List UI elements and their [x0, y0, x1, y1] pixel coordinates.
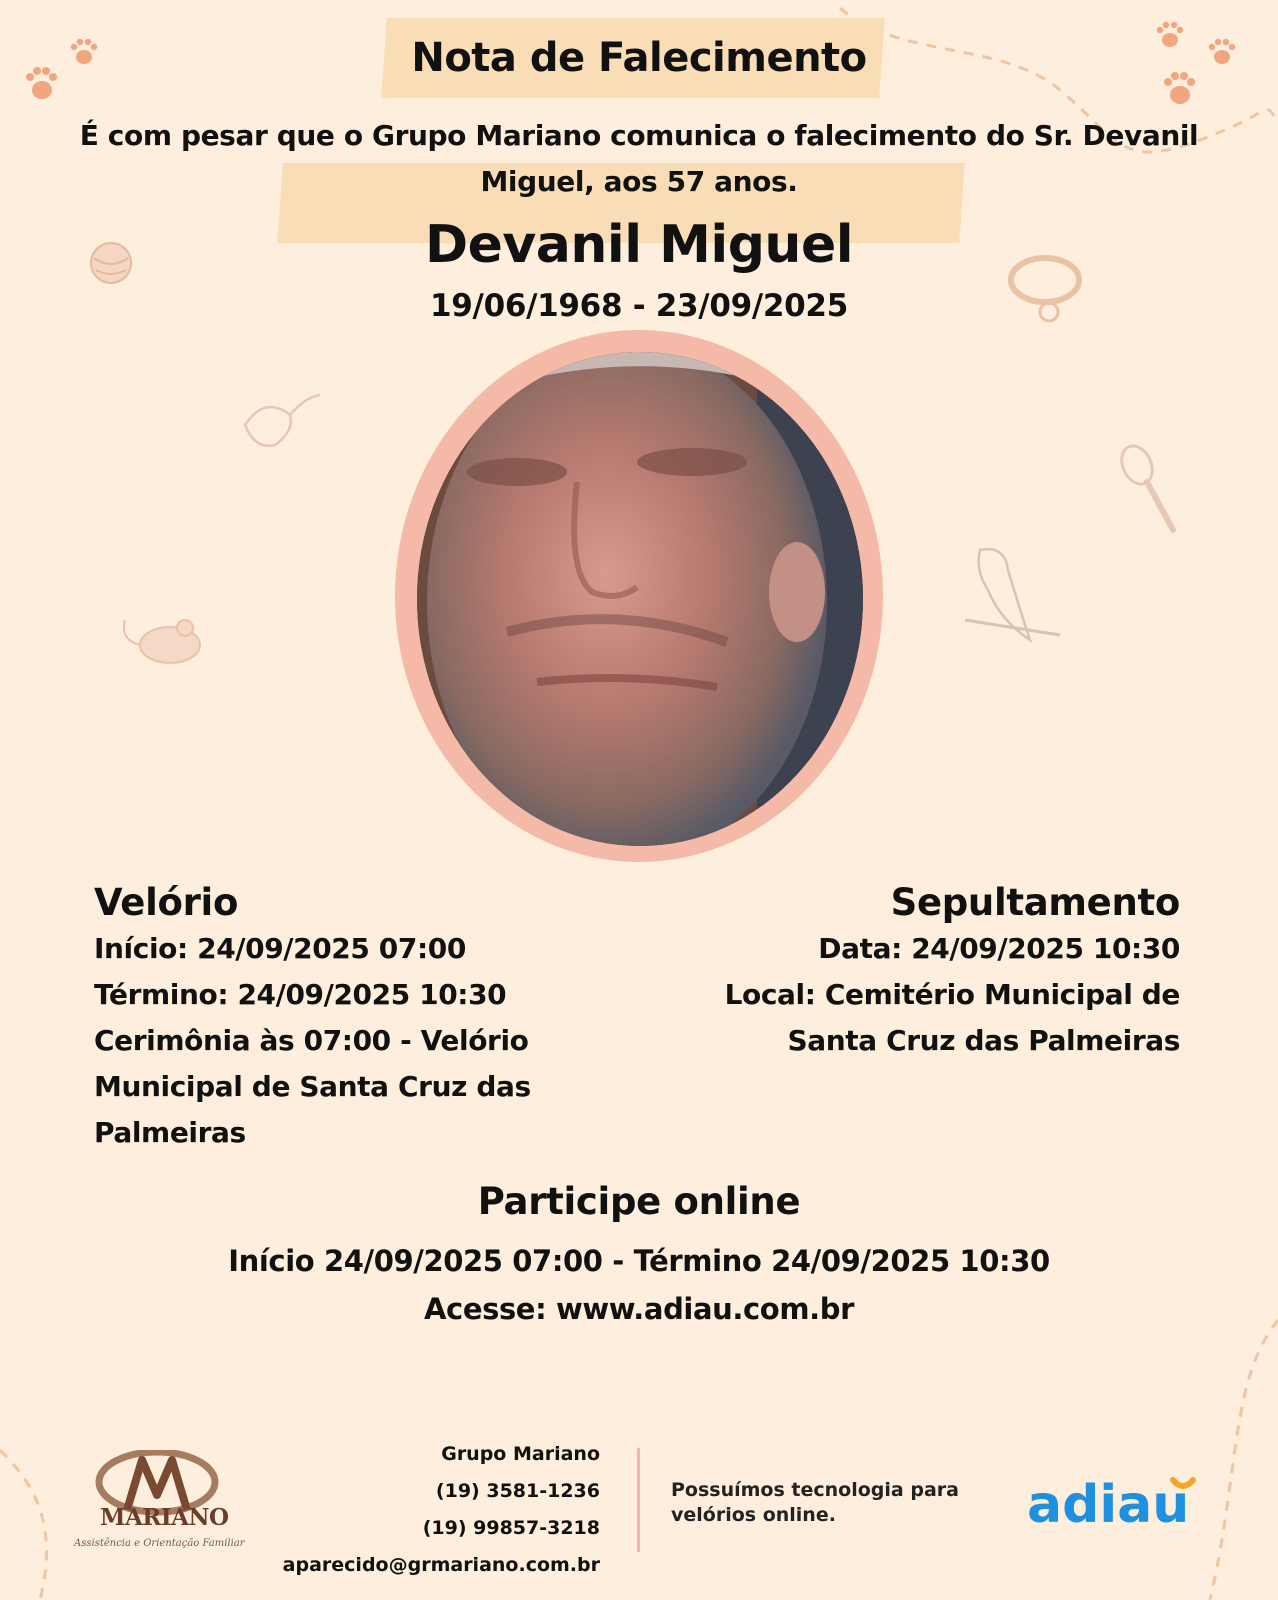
fish-icon	[235, 385, 325, 465]
company-name: Grupo Mariano	[441, 1443, 600, 1465]
contact-block	[200, 1436, 600, 1584]
intro-line: É com pesar que o Grupo Mariano comunica o falecimento do Sr. Devanil	[79, 119, 1199, 152]
footer-divider	[637, 1448, 640, 1552]
tagline-line: velórios online.	[671, 1504, 836, 1526]
adiau-logo	[1025, 1470, 1215, 1544]
velorio-section	[94, 880, 574, 1156]
mariano-logo-subtitle: Assistência e Orientação Familiar	[74, 1538, 245, 1549]
online-title: Participe online	[477, 1180, 801, 1223]
sepultamento-date: Data: 24/09/2025 10:30	[818, 932, 1180, 965]
intro-line: Miguel, aos 57 anos.	[480, 165, 798, 198]
online-schedule: Início 24/09/2025 07:00 - Término 24/09/2025 10:30	[228, 1244, 1050, 1278]
svg-text:adiau: adiau	[1027, 1475, 1190, 1535]
deceased-name: Devanil Miguel	[424, 215, 854, 275]
velorio-title: Velório	[94, 881, 239, 924]
velorio-end: Término: 24/09/2025 10:30	[94, 978, 507, 1011]
page-title: Nota de Falecimento	[411, 35, 867, 81]
tagline-line: Possuímos tecnologia para	[671, 1479, 959, 1501]
pet-brush-icon	[1115, 440, 1185, 540]
phone-number[interactable]: (19) 99857-3218	[422, 1517, 600, 1539]
sepultamento-location: Santa Cruz das Palmeiras	[787, 1024, 1180, 1057]
velorio-start: Início: 24/09/2025 07:00	[94, 932, 466, 965]
adiau-logo-mark	[1025, 1470, 1215, 1540]
velorio-ceremony: Cerimônia às 07:00 - Velório	[94, 1024, 529, 1057]
portrait-image	[417, 352, 863, 846]
velorio-ceremony: Municipal de Santa Cruz das	[94, 1070, 531, 1103]
online-access-link[interactable]: Acesse: www.adiau.com.br	[423, 1292, 855, 1326]
email-link[interactable]: aparecido@grmariano.com.br	[282, 1554, 600, 1576]
mouse-icon	[115, 610, 210, 670]
sepultamento-title: Sepultamento	[890, 881, 1180, 924]
mariano-logo-text: MARIANO	[100, 1504, 229, 1531]
intro-text	[60, 113, 1218, 205]
sepultamento-section	[660, 880, 1180, 1064]
portrait-photo	[417, 352, 863, 846]
adiau-tagline	[671, 1478, 991, 1528]
sepultamento-location: Local: Cemitério Municipal de	[724, 978, 1180, 1011]
life-dates: 19/06/1968 - 23/09/2025	[430, 288, 848, 324]
bird-icon	[960, 540, 1070, 660]
velorio-ceremony: Palmeiras	[94, 1116, 246, 1149]
phone-number[interactable]: (19) 3581-1236	[435, 1480, 600, 1502]
